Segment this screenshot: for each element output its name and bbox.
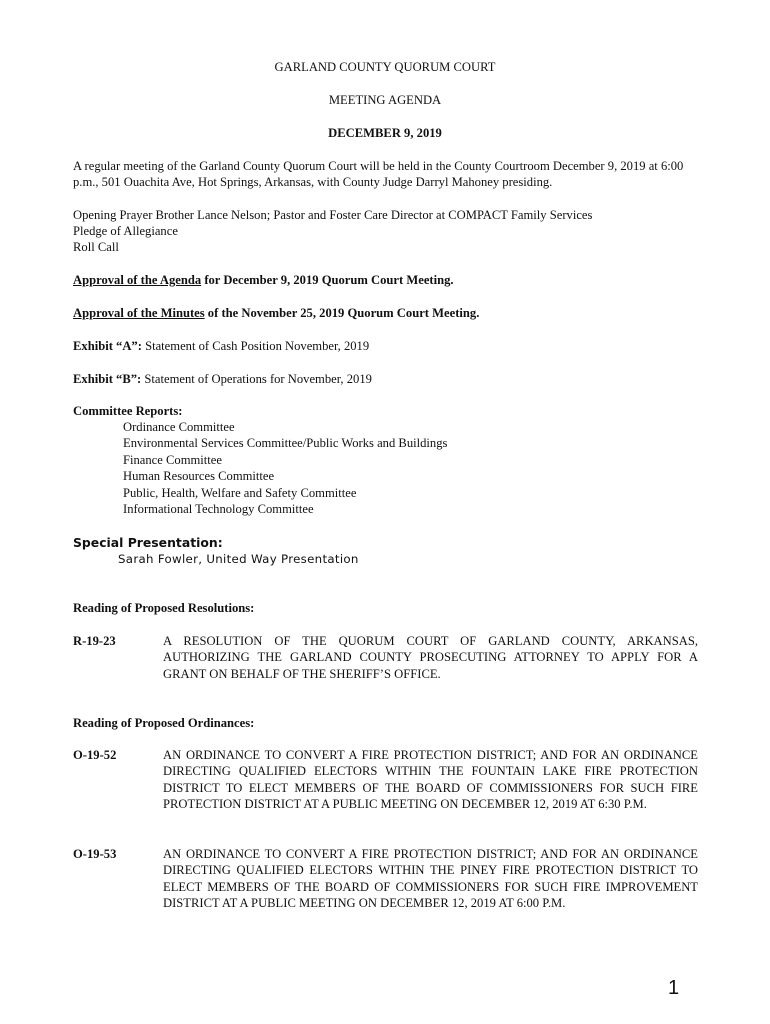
resolution-number: R-19-23 — [73, 634, 116, 648]
exhibit-b-text: Statement of Operations for November, 2019 — [141, 372, 372, 386]
opening-prayer: Opening Prayer Brother Lance Nelson; Pastor and Foster Care Director at COMPACT Family Services — [73, 208, 593, 222]
approval-minutes — [73, 305, 703, 321]
approval-minutes-text: of the November 25, 2019 Quorum Court Meeting. — [204, 306, 480, 320]
ordinances-heading: Reading of Proposed Ordinances: — [73, 716, 255, 730]
meeting-date: DECEMBER 9, 2019 — [328, 126, 442, 140]
committee-item: Environmental Services Committee/Public Works and Buildings — [123, 436, 448, 450]
pledge: Pledge of Allegiance — [73, 224, 178, 238]
approval-agenda — [73, 272, 703, 288]
page-number: 1 — [668, 977, 680, 999]
approval-agenda-link: Approval of the Agenda — [73, 273, 202, 287]
ordinance-number: O-19-53 — [73, 847, 117, 861]
ordinance-text: AN ORDINANCE TO CONVERT A FIRE PROTECTION DISTRICT; AND FOR AN ORDINANCE DIRECTING QUALIFIED ELECTORS WITHIN THE FOUNTAIN LAKE FIRE PROTECTION DISTRICT TO ELECT MEMBERS OF THE BOARD OF COMMISSIONERS FOR SUCH FIRE PROTECTION DISTRICT AT A PUBLIC MEETING ON DECEMBER 12, 2019 AT 6:30 P.M. — [163, 748, 698, 812]
approval-minutes-link: Approval of the Minutes — [73, 306, 205, 320]
county-title: GARLAND COUNTY QUORUM COURT — [274, 60, 496, 74]
exhibit-b-label: Exhibit “B”: — [73, 372, 142, 386]
committee-item: Public, Health, Welfare and Safety Committee — [123, 486, 357, 500]
ordinance-number: O-19-52 — [73, 748, 117, 762]
intro-paragraph: A regular meeting of the Garland County Quorum Court will be held in the County Courtroom December 9, 2019 at 6:00 p.m., 501 Ouachita Ave, Hot Springs, Arkansas, with County Judge Darryl Mahoney presiding. — [73, 159, 684, 190]
approval-agenda-text: for December 9, 2019 Quorum Court Meeting. — [201, 273, 454, 287]
resolutions-heading: Reading of Proposed Resolutions: — [73, 601, 255, 615]
committee-item: Human Resources Committee — [123, 469, 275, 483]
committee-reports-heading: Committee Reports: — [73, 404, 183, 418]
special-presentation-heading: Special Presentation: — [73, 535, 223, 550]
resolution-text: A RESOLUTION OF THE QUORUM COURT OF GARLAND COUNTY, ARKANSAS, AUTHORIZING THE GARLAND COUNTY PROSECUTING ATTORNEY TO APPLY FOR A GRANT ON BEHALF OF THE SHERIFF’S OFFICE. — [163, 634, 698, 681]
exhibit-a-label: Exhibit “A”: — [73, 339, 142, 353]
committee-item: Finance Committee — [123, 453, 222, 467]
exhibit-b — [73, 371, 703, 387]
ordinance-text: AN ORDINANCE TO CONVERT A FIRE PROTECTION DISTRICT; AND FOR AN ORDINANCE DIRECTING QUALIFIED ELECTORS WITHIN THE PINEY FIRE PROTECTION DISTRICT TO ELECT MEMBERS OF THE BOARD OF COMMISSIONERS FOR SUCH FIRE IMPROVEMENT DISTRICT AT A PUBLIC MEETING ON DECEMBER 12, 2019 AT 6:00 P.M. — [163, 847, 698, 911]
roll-call: Roll Call — [73, 240, 119, 254]
exhibit-a-text: Statement of Cash Position November, 2019 — [141, 339, 370, 353]
committee-item: Ordinance Committee — [123, 420, 235, 434]
agenda-title: MEETING AGENDA — [328, 93, 442, 107]
committee-item: Informational Technology Committee — [123, 502, 314, 516]
special-presentation-text: Sarah Fowler, United Way Presentation — [118, 552, 359, 566]
exhibit-a — [73, 338, 703, 354]
